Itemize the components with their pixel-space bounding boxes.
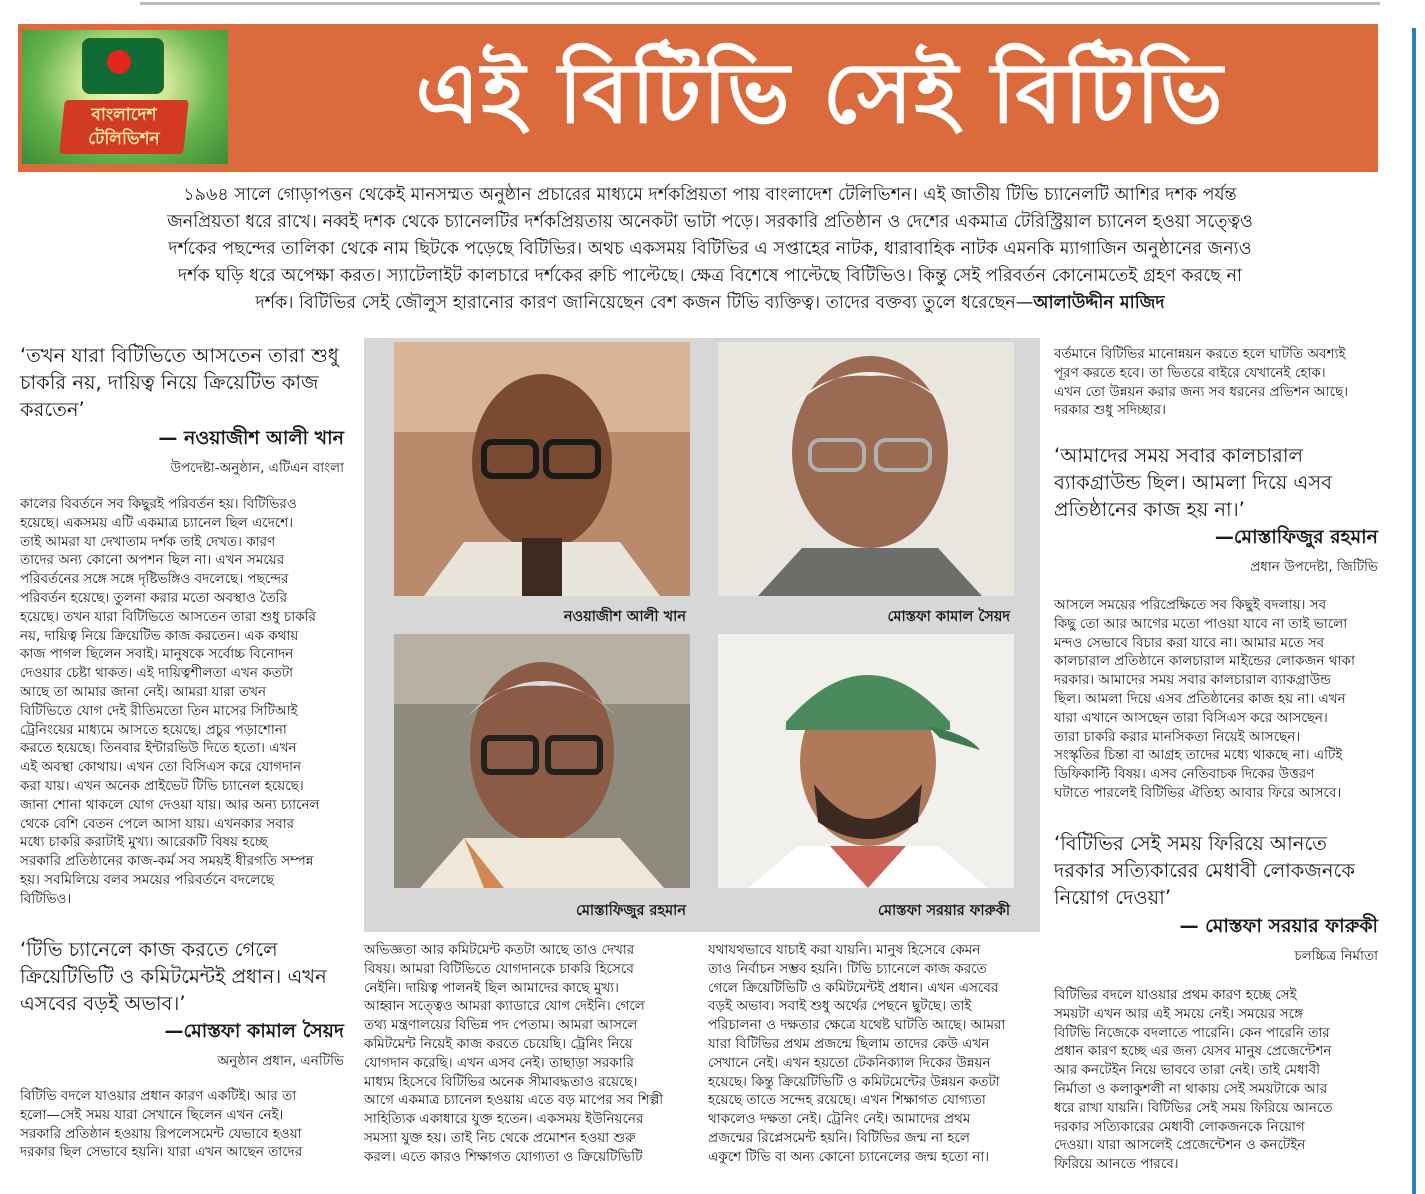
quote-attribution: —মোস্তাফিজুর রহমান xyxy=(1214,526,1378,548)
body-line: মধ্যে চাকরি করাটাই মুখ্য। আরেকটি বিষয় হচ্ছে xyxy=(20,834,268,851)
body-line: থেকে বেশি বেতন পেলে আসা যায়। এখনকার সবার xyxy=(20,815,295,832)
pull-quote-line: ‘তখন যারা বিটিভিতে আসতেন তারা শুধু xyxy=(20,344,339,367)
photo-caption: মোস্তফা সরয়ার ফারুকী xyxy=(878,903,1010,919)
logo-text-line2: টেলিভিশন xyxy=(88,129,160,149)
body-line: ডিফিকাল্টি বিষয়। এসব নেতিবাচক দিকের উত্তরণ xyxy=(1054,766,1315,783)
body-line: হয়েছে। তখন যারা বিটিভিতে আসতেন তারা শুধু চাকরি xyxy=(20,608,316,625)
body-line: বর্তমানে বিটিভির মানোন্নয়ন করতে হলে ঘাটতি অবশ্যই xyxy=(1054,346,1346,362)
body-line: হয়। সবমিলিয়ে বলব সময়ের পরিবর্তনে বদলেছে xyxy=(20,871,274,888)
pull-quote xyxy=(20,342,350,423)
portrait-photo xyxy=(718,342,1014,596)
body-line: নয়, দায়িত্ব নিয়ে ক্রিয়েটিভ কাজ করতেন। এক কথায় xyxy=(20,627,299,644)
quote-attribution: — নওয়াজীশ আলী খান xyxy=(158,427,344,449)
body-line: করতে হয়েছে। তিনবার ইন্টারভিউ দিতে হতো। এখন xyxy=(20,740,297,757)
portrait-photo xyxy=(394,634,690,888)
article-body xyxy=(364,941,694,1167)
body-line: তাদের অন্য কোনো অপশন ছিল না। এখন সময়ের xyxy=(20,552,285,569)
article-body xyxy=(1054,345,1389,420)
body-line: একুশে টিভি বা অন্য কোনো চ্যানেলের জন্ম হতো না। xyxy=(708,1148,990,1165)
pull-quote xyxy=(20,936,350,1017)
body-line: সাহিত্যিক একাধারে যুক্ত হতেন। একসময় ইউনিয়নের xyxy=(364,1111,644,1128)
body-line: যারা বিটিভির প্রথম প্রজন্মে ছিলাম তাদের কেউ এখন xyxy=(708,1035,990,1052)
pull-quote-line: করতেন’ xyxy=(20,398,85,421)
quote-role: উপদেষ্টা-অনুষ্ঠান, এটিএন বাংলা xyxy=(170,460,344,476)
body-line: যারা এখানে আসছেন তারা বিসিএস করে আসছেন। xyxy=(1054,709,1328,726)
body-line: দরকার শুধু সদিচ্ছার। xyxy=(1054,402,1166,419)
body-line: পরিবর্তন হয়েছে। তুলনা করার মতো অবস্থাও তৈরি xyxy=(20,589,288,606)
body-line: দরকার। আমাদের সময় সবার কালচারাল ব্যাকগ্রাউন্ড xyxy=(1054,672,1331,689)
pull-quote-line: ‘আমাদের সময় সবার কালচারাল xyxy=(1054,444,1304,467)
body-line: যথাযথভাবে যাচাই করা যায়নি। মানুষ হিসেবে কেমন xyxy=(708,942,981,958)
intro-line-last xyxy=(120,290,1300,317)
article-body xyxy=(20,1087,355,1162)
pull-quote-line: ‘টিভি চ্যানেলে কাজ করতে গেলে xyxy=(20,938,278,961)
body-line: যোগদান করেছি। এখন এসব নেই। তাছাড়া সরকারি xyxy=(364,1054,634,1071)
byline: আলাউদ্দীন মাজিদ xyxy=(1033,293,1165,313)
intro-line: দর্শকের পছন্দের তালিকা থেকে নাম ছিটকে পড়েছে বিটিভির। অথচ একসময় বিটিভির এ সপ্তাহের নাটক, ধারাবাহিক নাটক এমনকি ম্যাগাজিন অনুষ্ঠানের জন্যও xyxy=(168,239,1252,259)
article-body xyxy=(20,495,355,909)
body-line: নেইনি। দায়িত্ব পালনই ছিল আমাদের কাছে মুখ্য। xyxy=(364,979,619,996)
body-line: দরকার সত্যিকারের মেধাবী লোকজনকে নিয়োগ xyxy=(1054,1118,1305,1135)
body-line: এখন তো উন্নয়ন করার জন্য সব ধরনের প্রভিশন আছে। xyxy=(1054,383,1349,400)
pull-quote xyxy=(1054,830,1384,911)
body-line: সমস্যা যুক্ত হয়। তাই নিচ থেকে প্রমোশন হওয়া শুরু xyxy=(364,1129,636,1146)
quote-role: চলচ্চিত্র নির্মাতা xyxy=(1294,948,1378,964)
pull-quote-line: এসবের বড়ই অভাব।’ xyxy=(20,992,186,1015)
intro-paragraph xyxy=(120,182,1300,317)
intro-line: জনপ্রিয়তা ধরে রাখে। নব্বই দশক থেকে চ্যানেলটির দর্শকপ্রিয়তায় অনেকটা ভাটা পড়ে। সরকারি প্রতিষ্ঠান ও দেশের একমাত্র টেরিস্ট্রিয়াল চ্যানেল হওয়া সত্ত্বেও xyxy=(167,212,1253,232)
body-line: পরিচালনা ও দক্ষতার ক্ষেত্রে যথেষ্ট ঘাটতি আছে। আমরা xyxy=(708,1017,1006,1034)
body-line: থাকলেও দক্ষতা নেই। ট্রেনিং নেই। আমাদের প্রথম xyxy=(708,1111,971,1128)
article-body xyxy=(708,941,1044,1167)
body-line: মন্দও সেভাবে বিচার করা যাবে না। আমার মতে সব xyxy=(1054,634,1325,651)
photo-caption: মোস্তফা কামাল সৈয়দ xyxy=(887,609,1010,625)
body-line: আহ্বান সত্ত্বেও আমরা ক্যাডারে যোগ দেইনি। গেলে xyxy=(364,998,645,1015)
body-line: সময়টা এখন আর এই সময়ে নেই। সময়ের সঙ্গে xyxy=(1054,1005,1304,1022)
pull-quote xyxy=(1054,442,1384,523)
body-line: হয়েছে তাতে সন্দেহ রয়েছে। এখন শিক্ষাগত যোগ্যতা xyxy=(708,1092,986,1109)
quote-role: অনুষ্ঠান প্রধান, এনটিভি xyxy=(217,1053,344,1069)
quote-role: প্রধান উপদেষ্টা, জিটিভি xyxy=(1250,559,1378,575)
logo-text xyxy=(64,103,184,151)
quote-attribution: —মোস্তফা কামাল সৈয়দ xyxy=(164,1020,344,1042)
portrait-photo xyxy=(718,634,1014,888)
body-line: কিছু তো আর আগের মতো পাওয়া যাবে না তাই ভালো xyxy=(1054,615,1348,632)
body-line: কাজ পাগল ছিলেন সবাই। মানুষকে সর্বোচ্চ বিনোদন xyxy=(20,646,294,663)
body-line: সেখানে নেই। এখন হয়তো টেকনিক্যাল দিকের উন্নয়ন xyxy=(708,1054,991,1071)
body-line: বড়ই অভাব। সবাই শুধু অর্থের পেছনে ছুটছে। তাই xyxy=(708,998,972,1015)
pull-quote-line: নিয়োগ দেওয়া’ xyxy=(1054,886,1172,909)
body-line: করল। এতে কারও শিক্ষাগত যোগ্যতা ও ক্রিয়েটিভিটি xyxy=(364,1148,643,1165)
body-line: দরকার ছিল সেভাবে হয়নি। যারা এখন আছেন তাদের xyxy=(20,1144,303,1161)
body-line: ঘটাতে পারলেই বিটিভির ঐতিহ্য আবার ফিরে আসবে। xyxy=(1054,784,1342,801)
body-line: মাধ্যম হিসেবে বিটিভির অনেক সীমাবদ্ধতাও রয়েছে। xyxy=(364,1073,638,1090)
body-line: তথ্য মন্ত্রণালয়ের বিভিন্ন পদ পেতাম। আমরা আসলে xyxy=(364,1017,638,1034)
body-line: সরকারি প্রতিষ্ঠান হওয়ায় রিপলেসমেন্ট যেভাবে হওয়া xyxy=(20,1125,302,1142)
body-line: পূরণ করতে হবে। তা ভিতরে বাইরে যেখানেই হোক। xyxy=(1054,364,1326,381)
body-line: কালচারাল প্রতিষ্ঠানে কালচারাল মাইন্ডের লোকজন থাকা xyxy=(1054,653,1355,670)
body-line: বিটিভির বদলে যাওয়ার প্রথম কারণ হচ্ছে সেই xyxy=(1054,987,1297,1003)
body-line: বিষয়। আমরা বিটিভিতে যোগদানকে চাকরি হিসেবে xyxy=(364,960,634,977)
photo-caption: মোস্তাফিজুর রহমান xyxy=(575,903,686,919)
intro-line-text: দর্শক। বিটিভির সেই জৌলুস হারানোর কারণ জানিয়েছেন বেশ কজন টিভি ব্যক্তিত্ব। তাদের বক্তব্য তুলে ধরেছেন— xyxy=(255,293,1034,313)
intro-line: দর্শক ঘড়ি ধরে অপেক্ষা করত। স্যাটেলাইট কালচারে দর্শকের রুচি পাল্টেছে। ক্ষেত্র বিশেষে পাল্টেছে বিটিভিও। কিন্তু সেই পরিবর্তন কোনোমতেই গ্রহণ করছে না xyxy=(177,266,1242,286)
body-line: আছে তা আমার জানা নেই। আমরা যারা তখন xyxy=(20,683,267,700)
body-line: বিটিভিতে যোগ দেই রীতিমতো তিন মাসের সিটিআই xyxy=(20,702,298,719)
red-sun-icon xyxy=(107,50,131,74)
body-line: কালের বিবর্তনে সব কিছুরই পরিবর্তন হয়। বিটিভিরও xyxy=(20,496,297,512)
body-line: সরকারি প্রতিষ্ঠানের কাজ-কর্ম সব সময়ই ধীরগতি সম্পন্ন xyxy=(20,853,314,870)
logo-text-line1: বাংলাদেশ xyxy=(91,105,157,125)
portrait-photo xyxy=(394,342,690,596)
top-rule xyxy=(140,2,1380,5)
headline-title: এই বিটিভি সেই বিটিভি xyxy=(415,44,1225,142)
body-line: পরিবর্তনের সঙ্গে সঙ্গে দৃষ্টিভঙ্গিও বদলেছে। পছন্দের xyxy=(20,571,289,588)
body-line: গেলে ক্রিয়েটিভিটি ও কমিটমেন্টই প্রধান। এখন এসবের xyxy=(708,979,999,996)
body-line: ধরে রাখা যায়নি। বিটিভির সেই সময় ফিরিয়ে আনতে xyxy=(1054,1099,1333,1116)
body-line: সংস্কৃতির চিন্তা বা আগ্রহ তাদের মধ্যে থাকছে না। এটিই xyxy=(1054,747,1343,764)
body-line: ছিল। আমলা দিয়ে এসব প্রতিষ্ঠানের কাজ হয় না। এখন xyxy=(1054,690,1346,707)
pull-quote-line: চাকরি নয়, দায়িত্ব নিয়ে ক্রিয়েটিভ কাজ xyxy=(20,371,319,394)
body-line: ফিরিয়ে আনতে পারবে। xyxy=(1054,1156,1179,1173)
quote-attribution: — মোস্তফা সরয়ার ফারুকী xyxy=(1179,915,1378,937)
article-body xyxy=(1054,986,1389,1174)
pull-quote-line: ব্যাকগ্রাউন্ড ছিল। আমলা দিয়ে এসব xyxy=(1054,471,1332,494)
article-body xyxy=(1054,596,1389,803)
body-line: দেওয়া। যারা আসলেই প্রেজেন্টেশন ও কনটেইন xyxy=(1054,1137,1306,1154)
pull-quote-line: দরকার সত্যিকারের মেধাবী লোকজনকে xyxy=(1054,859,1355,882)
body-line: আগে একমাত্র চ্যানেল হওয়ায় এতে বড় মাপের সব শিল্পী xyxy=(364,1092,664,1109)
body-line: তাই আমরা যা দেখাতাম দর্শক তাই দেখত। কারণ xyxy=(20,533,276,550)
body-line: প্রজন্মের রিপ্লেসমেন্ট হয়নি। বিটিভির জন্ম না হলে xyxy=(708,1129,970,1146)
body-line: অভিজ্ঞতা আর কমিটমেন্ট কতটা আছে তাও দেখার xyxy=(364,942,635,958)
body-line: আর কনটেইন নিয়ে ভাববে তারা নেই। তাই মেধাবী xyxy=(1054,1062,1320,1079)
body-line: আসলে সময়ের পরিপ্রেক্ষিতে সব কিছুই বদলায়। সব xyxy=(1054,597,1327,613)
body-line: হয়েছে। কিন্তু ক্রিয়েটিভিটি ও কমিটমেন্টের উন্নয়ন কতটা xyxy=(708,1073,1000,1090)
body-line: নির্মাতা ও কলাকুশলী না থাকায় সেই সময়টাকে আর xyxy=(1054,1080,1328,1097)
photo-caption: নওয়াজীশ আলী খান xyxy=(563,609,686,625)
body-line: বিটিভি নিজেকে বদলাতে পারেনি। কেন পারেনি তার xyxy=(1054,1024,1330,1041)
body-line: বিটিভিও। xyxy=(20,890,72,907)
body-line: জানা শোনা থাকলে যোগ দেওয়া যায়। আর অন্য চ্যানেল xyxy=(20,796,320,813)
body-line: ট্রেনিংয়ের মাধ্যমে আসতে হয়েছে। প্রচুর পড়াশোনা xyxy=(20,721,287,738)
body-line: বিটিভি বদলে যাওয়ার প্রধান কারণ একটিই। আর তা xyxy=(20,1088,297,1104)
pull-quote-line: প্রতিষ্ঠানের কাজ হয় না।’ xyxy=(1054,498,1245,521)
body-line: করা যায়। এখন অনেক প্রাইভেট টিভি চ্যানেল হয়েছে। xyxy=(20,777,304,794)
pull-quote-line: ক্রিয়েটিভিটি ও কমিটমেন্টই প্রধান। এখন xyxy=(20,965,327,988)
pull-quote-line: ‘বিটিভির সেই সময় ফিরিয়ে আনতে xyxy=(1054,832,1327,855)
body-line: কমিটমেন্ট নিয়েই কাজ করতে চেয়েছি। ট্রেনিং নিয়ে xyxy=(364,1035,633,1052)
intro-line: ১৯৬৪ সালে গোড়াপত্তন থেকেই মানসম্মত অনুষ্ঠান প্রচারের মাধ্যমে দর্শকপ্রিয়তা পায় বাংলাদেশ টেলিভিশন। এই জাতীয় টিভি চ্যানেলটি আশির দশক পর্যন্ত xyxy=(183,185,1237,205)
body-line: তারা চাকরি করার মানসিকতা নিয়েই আসছেন। xyxy=(1054,728,1301,745)
right-frame-rule xyxy=(1412,28,1416,1194)
body-line: হয়েছে। একসময় এটি একমাত্র চ্যানেল ছিল এদেশে। xyxy=(20,514,294,531)
body-line: দেওয়ার চেষ্টা থাকত। এই দায়িত্বশীলতা এখন কতটা xyxy=(20,665,294,682)
body-line: প্রধান কারণ হচ্ছে এর জন্য যেসব মানুষ প্রেজেন্টেশন xyxy=(1054,1043,1332,1060)
body-line: এই অবস্থা কোথায়। এখন তো বিসিএস করে যোগদান xyxy=(20,759,302,776)
body-line: তাও নির্বাচন সম্ভব হয়নি। টিভি চ্যানেলে কাজ করতে xyxy=(708,960,987,977)
body-line: হলো—সেই সময় যারা সেখানে ছিলেন এখন নেই। xyxy=(20,1106,284,1123)
